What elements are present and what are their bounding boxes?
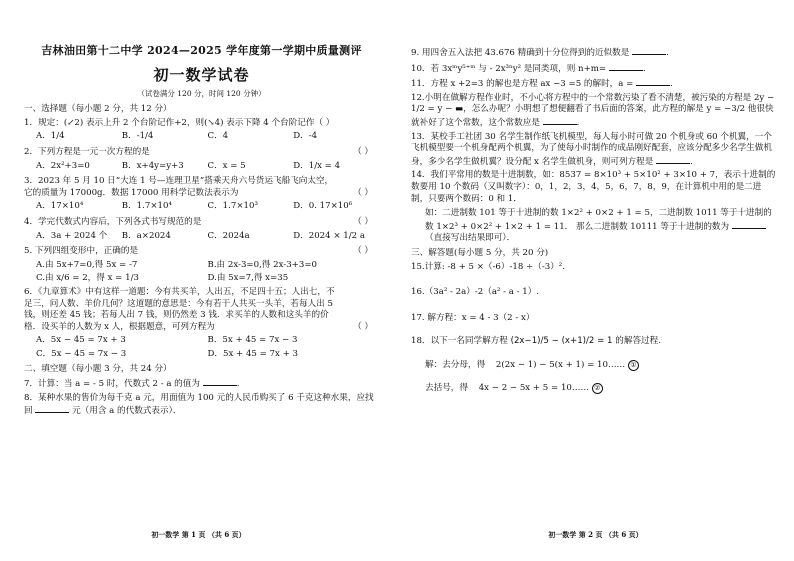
option-b: B．5x + 45 = 7x − 3 bbox=[207, 335, 298, 346]
section-1-heading: 一、选择题（每小题 2 分，共 12 分） bbox=[24, 104, 172, 115]
equation: (2x−1)/5 − (x+1)/2 = 1 bbox=[510, 336, 613, 347]
question-8 bbox=[24, 393, 379, 418]
question-11: 11．方程 x +2=3 的解也是方程 ax −3 =5 的解时，a = . bbox=[411, 79, 673, 90]
question-9: 9. 用四舍五入法把 43.676 精确到十分位得到的近似数是 . bbox=[411, 48, 669, 58]
question-16: 16.（3a² - 2a）-2（a² - a - 1）. bbox=[411, 287, 540, 298]
answer-blank[interactable] bbox=[609, 62, 643, 71]
question-17: 17. 解方程：x = 4 - 3（2 - x） bbox=[411, 312, 535, 323]
option-d: D.由 5x=7,得 x=35 bbox=[207, 273, 289, 284]
option-d: D．5x + 45 = 7x + 3 bbox=[207, 348, 299, 359]
option-c: C．5x − 45 = 7x − 3 bbox=[36, 348, 127, 359]
option-c: C．2024a bbox=[207, 230, 250, 241]
question-text: 18．以下一名同学解方程 bbox=[411, 336, 508, 347]
page-footer: 初一数学 第 1 页 （共 6 页） bbox=[151, 529, 246, 539]
step-equation: 2(2x − 1) − 5(x + 1) = 10…… bbox=[495, 359, 626, 370]
question-text: 9. 用四舍五入法把 43.676 精确到十分位得到的近似数是 bbox=[411, 48, 630, 58]
question-text: 1．规定：(↙2) 表示上升 2 个台阶记作+2，则(↘4) 表示下降 4 个台阶记作（ ） bbox=[24, 117, 335, 128]
question-3-options bbox=[36, 201, 379, 213]
answer-blank[interactable] bbox=[656, 155, 690, 164]
answer-paren: （ ） bbox=[353, 147, 373, 157]
page-footer: 初一数学 第 2 页 （共 6 页） bbox=[548, 529, 643, 539]
question-tail: 的解答过程. bbox=[615, 336, 661, 347]
question-5 bbox=[24, 246, 379, 258]
question-14 bbox=[411, 170, 776, 245]
option-a: A.由 5x+7=0,得 5x = -7 bbox=[36, 259, 138, 270]
question-tail: 元（用含 a 的代数式表示）． bbox=[72, 406, 182, 417]
solution-step-2 bbox=[411, 383, 776, 395]
option-c: C．1.7×10³ bbox=[207, 201, 258, 212]
question-15: 15.计算: -8 + 5 ×（-6）-18 ÷（-3）². bbox=[411, 261, 565, 272]
question-text: 13．某校手工社团 30 名学生制作纸飞机模型，每人每小时可做 20 个机身或 60 个机翼，一个飞机模型要一个机身配两个机翼，为了使每小时制作的成品刚好配套，应该分配多少名学生做机身，多少名学生做机翼？设分配 x 名学生做机身，则可列方程是 bbox=[411, 131, 772, 167]
question-text: 14．我们平常用的数是十进制数，如：8537 = 8×10³ + 5×10² + 3×10 + 7，表示十进制的数要用 10 个数码（又叫数字）：0，1，2，3，4，5，6，7，8，9，在计算机中用的是二进制，只要两个数码：0 和 1． bbox=[411, 170, 776, 204]
option-a: A．17×10⁴ bbox=[36, 201, 84, 212]
option-c: C．4 bbox=[207, 131, 229, 142]
question-text: 11．方程 x +2=3 的解也是方程 ax −3 =5 的解时，a = bbox=[411, 79, 634, 90]
option-a: A．2x²+3=0 bbox=[36, 160, 90, 171]
step-marker: ① bbox=[628, 360, 639, 371]
answer-blank[interactable] bbox=[203, 377, 237, 386]
question-3 bbox=[24, 176, 379, 199]
answer-paren: （ ） bbox=[353, 216, 373, 227]
answer-blank[interactable] bbox=[632, 46, 666, 55]
question-6 bbox=[24, 287, 379, 333]
answer-space bbox=[411, 275, 776, 285]
option-c: C.由 x/6 = 2，得 x = 1/3 bbox=[36, 273, 139, 284]
option-c: C．x = 5 bbox=[207, 160, 246, 171]
section-3-heading: 三、解答题(每小题 5 分，共 20 分) bbox=[411, 247, 549, 258]
option-b: B．-1/4 bbox=[121, 131, 154, 142]
answer-space bbox=[411, 373, 776, 381]
question-text: 7．计算：当 a = - 5 时，代数式 2 - a 的值为 bbox=[24, 379, 200, 390]
exam-note: （试卷满分 120 分，时间 120 分钟） bbox=[137, 89, 266, 99]
option-a: A．5x − 45 = 7x + 3 bbox=[36, 335, 126, 346]
option-d: D．-4 bbox=[293, 131, 318, 142]
question-12: 12.小明在做解方程作业时，不小心将方程中的一个常数污染了看不清楚，被污染的方程是 2y − 1/2 = y − ▬，怎么办呢？小明想了想便翻看了书后面的答案，此方程的解是 y = −3/2 他很快就补好了这个常数，这个常数应是 . bbox=[411, 92, 775, 128]
answer-paren: （ ） bbox=[353, 246, 373, 257]
answer-blank[interactable] bbox=[543, 116, 577, 125]
question-text: 2．下列方程是一元一次方程的是 bbox=[24, 147, 150, 157]
option-b: B.由 2x-3=0,得 2x-3+3=0 bbox=[207, 259, 318, 270]
exam-subtitle: 初一数学试卷 bbox=[153, 65, 250, 84]
question-13: 13．某校手工社团 30 名学生制作纸飞机模型，每人每小时可做 20 个机身或 60 个机翼，一个飞机模型要一个机身配两个机翼，为了使每小时制作的成品刚好配套，应该分配多少名学生做机身，多少名学生做机翼？设分配 x 名学生做机身，则可列方程是 . bbox=[411, 131, 772, 167]
answer-paren: （ ） bbox=[353, 187, 373, 198]
question-5-options bbox=[36, 260, 379, 285]
answer-blank[interactable] bbox=[636, 77, 670, 86]
question-14-example bbox=[411, 208, 776, 233]
step-equation: 4x − 2 − 5x + 5 = 10…… bbox=[478, 383, 590, 394]
option-d: D．0. 17×10⁶ bbox=[293, 201, 353, 212]
question-2 bbox=[24, 147, 379, 159]
question-text: 8．某种水果的售价为每千克 a 元，用面值为 100 元的人民币购买了 6 千克这种水果，应找回 bbox=[24, 392, 374, 417]
answer-blank[interactable] bbox=[732, 220, 766, 229]
option-b: B．1.7×10⁴ bbox=[121, 201, 172, 212]
step-label: 解：去分母，得 bbox=[425, 359, 486, 370]
step-marker: ② bbox=[592, 383, 603, 394]
question-4 bbox=[24, 217, 379, 229]
answer-space bbox=[411, 326, 776, 334]
question-text: 3．2023 年 5 月 10 日“大连 1 号—连理卫星”搭乘天舟六号货运飞船飞向太空，它的质量为 17000g．数据 17000 用科学记数法表示为 bbox=[24, 176, 334, 198]
answer-space bbox=[411, 350, 776, 358]
question-text: 12.小明在做解方程作业时，不小心将方程中的一个常数污染了看不清楚，被污染的方程是 2y − 1/2 = y − ▬，怎么办呢？小明想了想便翻看了书后面的答案，此方程的解是 y = −3/2 他很快就补好了这个常数，这个常数应是 bbox=[411, 92, 775, 128]
question-2-options bbox=[36, 161, 379, 173]
question-18 bbox=[411, 336, 776, 348]
school-title: 吉林油田第十二中学 2024—2025 学年度第一学期中质量测评 bbox=[41, 44, 362, 57]
question-10: 10．若 3xᵐy⁵⁺ᵐ 与 - 2x³ⁿy² 是同类项，则 n+m= . bbox=[411, 63, 646, 74]
question-1-options bbox=[36, 131, 379, 143]
solution-step-1 bbox=[411, 360, 776, 372]
step-label: 去括号，得 bbox=[425, 383, 468, 394]
question-text: 如：二进制数 101 等于十进制的数 1×2² + 0×2 + 1 = 5，二进制数 1011 等于十进制的数 1×2³ + 0×2² + 1×2 + 1 = 11． 那么二进制数 10111 等于十进制的数为 bbox=[425, 208, 772, 232]
question-7: 7．计算：当 a = - 5 时，代数式 2 - a 的值为 . bbox=[24, 379, 240, 390]
option-d: D．1/x = 4 bbox=[293, 160, 341, 171]
option-a: A．1/4 bbox=[36, 131, 65, 142]
question-tail: （直接写出结果即可）． bbox=[425, 233, 516, 244]
option-b: B．a×2024 bbox=[121, 230, 171, 241]
exam-page-2 bbox=[397, 0, 794, 561]
question-6-options bbox=[36, 335, 379, 360]
answer-paren: （ ） bbox=[353, 321, 373, 332]
section-2-heading: 二、填空题（每小题 3 分，共 24 分） bbox=[24, 363, 172, 374]
option-a: A．3a + 2024 个 bbox=[36, 230, 108, 241]
question-text: 5. 下列四组变形中，正确的是 bbox=[24, 246, 139, 257]
answer-space bbox=[411, 301, 776, 311]
option-b: B．x+4y=y+3 bbox=[121, 160, 184, 171]
question-4-options bbox=[36, 231, 379, 243]
option-d: D．2024 × 1/2 a bbox=[293, 230, 365, 241]
question-text: 10．若 3xᵐy⁵⁺ᵐ 与 - 2x³ⁿy² 是同类项，则 n+m= bbox=[411, 63, 607, 74]
question-text: 6．《九章算术》中有这样一道题：今有共买羊，人出五，不足四十五；人出七，不足三，问人数、羊价几何？这道题的意思是：今有若干人共买一头羊，若每人出 5 钱，则还差 45 钱；若每人出 7 钱，则仍然差 3 钱．求买羊的人数和这头羊的价格．设买羊的人数为 x 人，根据题意，可列方程为 bbox=[24, 286, 335, 332]
answer-blank[interactable] bbox=[35, 404, 69, 413]
question-1 bbox=[24, 118, 379, 130]
question-text: 4．学完代数式内容后，下列各式书写规范的是 bbox=[24, 216, 202, 227]
